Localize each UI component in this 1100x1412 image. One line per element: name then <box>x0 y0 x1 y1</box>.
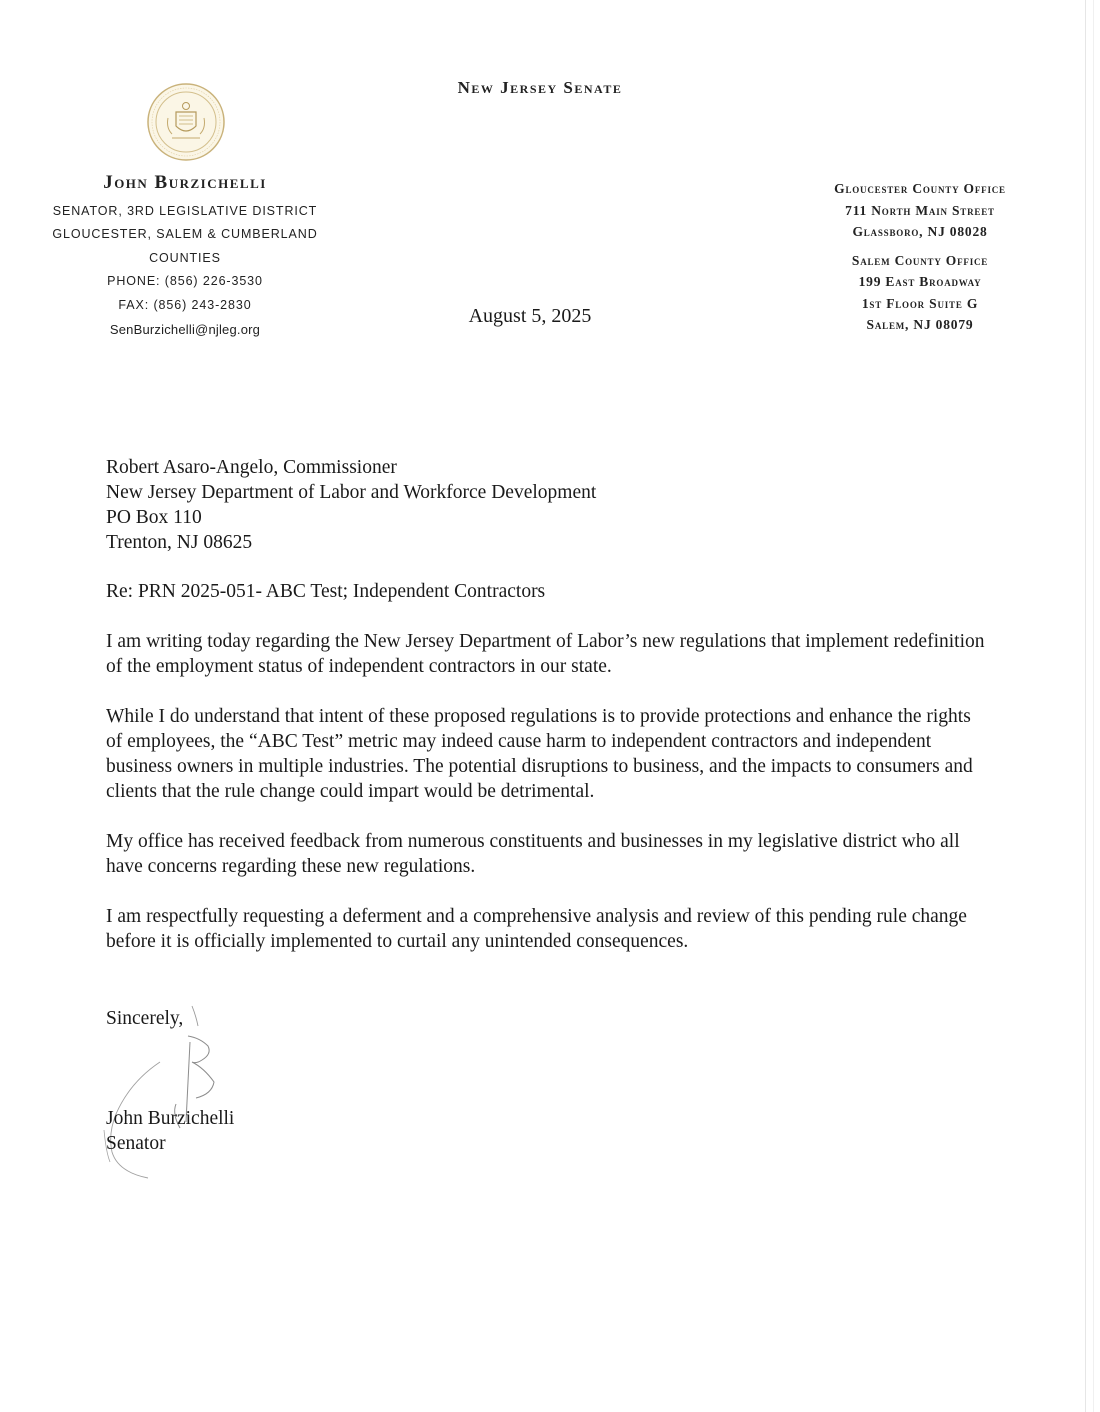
subject-line: Re: PRN 2025-051- ABC Test; Independent Contractors <box>106 581 546 602</box>
fax-line: FAX: (856) 243-2830 <box>118 297 252 312</box>
signature-block <box>106 1106 234 1156</box>
scan-edge-line <box>1085 0 1086 1412</box>
signer-title: Senator <box>106 1133 166 1154</box>
state-seal-icon <box>146 82 226 162</box>
signer-name: John Burzichelli <box>106 1108 235 1129</box>
recipient-name: Robert Asaro-Angelo, Commissioner <box>106 457 397 478</box>
senate-heading: New Jersey Senate <box>457 78 623 97</box>
office-addresses-block <box>790 178 1050 336</box>
email-address: SenBurzichelli@njleg.org <box>109 322 261 338</box>
office1-title: Gloucester County Office <box>834 181 1006 196</box>
office1-street: 711 North Main Street <box>845 202 995 218</box>
senator-name: John Burzichelli <box>103 172 267 193</box>
letter-body <box>106 455 986 979</box>
recipient-address <box>106 455 986 555</box>
paragraph-2: While I do understand that intent of these proposed regulations is to provide protections and enhance the rights of employees, the “ABC Test” metric may indeed cause harm to independent contractors and independent business owners in multiple industries. The potential disruptions to business, and the impacts to consumers and clients that the rule change could impart would be detrimental. <box>106 706 973 802</box>
scan-edge-line-faint <box>1093 0 1094 1412</box>
senator-title-line: SENATOR, 3RD LEGISLATIVE DISTRICT <box>52 204 318 218</box>
counties-line: COUNTIES <box>149 250 221 265</box>
office2-suite: 1st Floor Suite G <box>861 295 979 311</box>
paragraph-3: My office has received feedback from numerous constituents and businesses in my legislative district who all have concerns regarding these new regulations. <box>106 831 960 877</box>
closing-salutation: Sincerely, <box>106 1008 184 1029</box>
phone-line: PHONE: (856) 226-3530 <box>107 274 263 289</box>
office2-street: 199 East Broadway <box>858 274 982 289</box>
recipient-box: PO Box 110 <box>106 507 202 528</box>
paragraph-1: I am writing today regarding the New Jersey Department of Labor’s new regulations that implement redefinition of the employment status of independent contractors in our state. <box>106 631 985 677</box>
office2-city: Salem, NJ 08079 <box>866 317 974 332</box>
office1-city: Glassboro, NJ 08028 <box>852 224 988 239</box>
senator-contact-block <box>30 172 340 343</box>
paragraph-4: I am respectfully requesting a deferment and a comprehensive analysis and review of this pending rule change before it is officially implemented to curtail any unintended consequences. <box>106 906 967 952</box>
letter-date: August 5, 2025 <box>468 305 592 327</box>
office2-title: Salem County Office <box>851 252 989 268</box>
recipient-city: Trenton, NJ 08625 <box>106 532 253 553</box>
district-line: GLOUCESTER, SALEM & CUMBERLAND <box>52 227 318 242</box>
recipient-org: New Jersey Department of Labor and Workforce Development <box>106 482 597 503</box>
